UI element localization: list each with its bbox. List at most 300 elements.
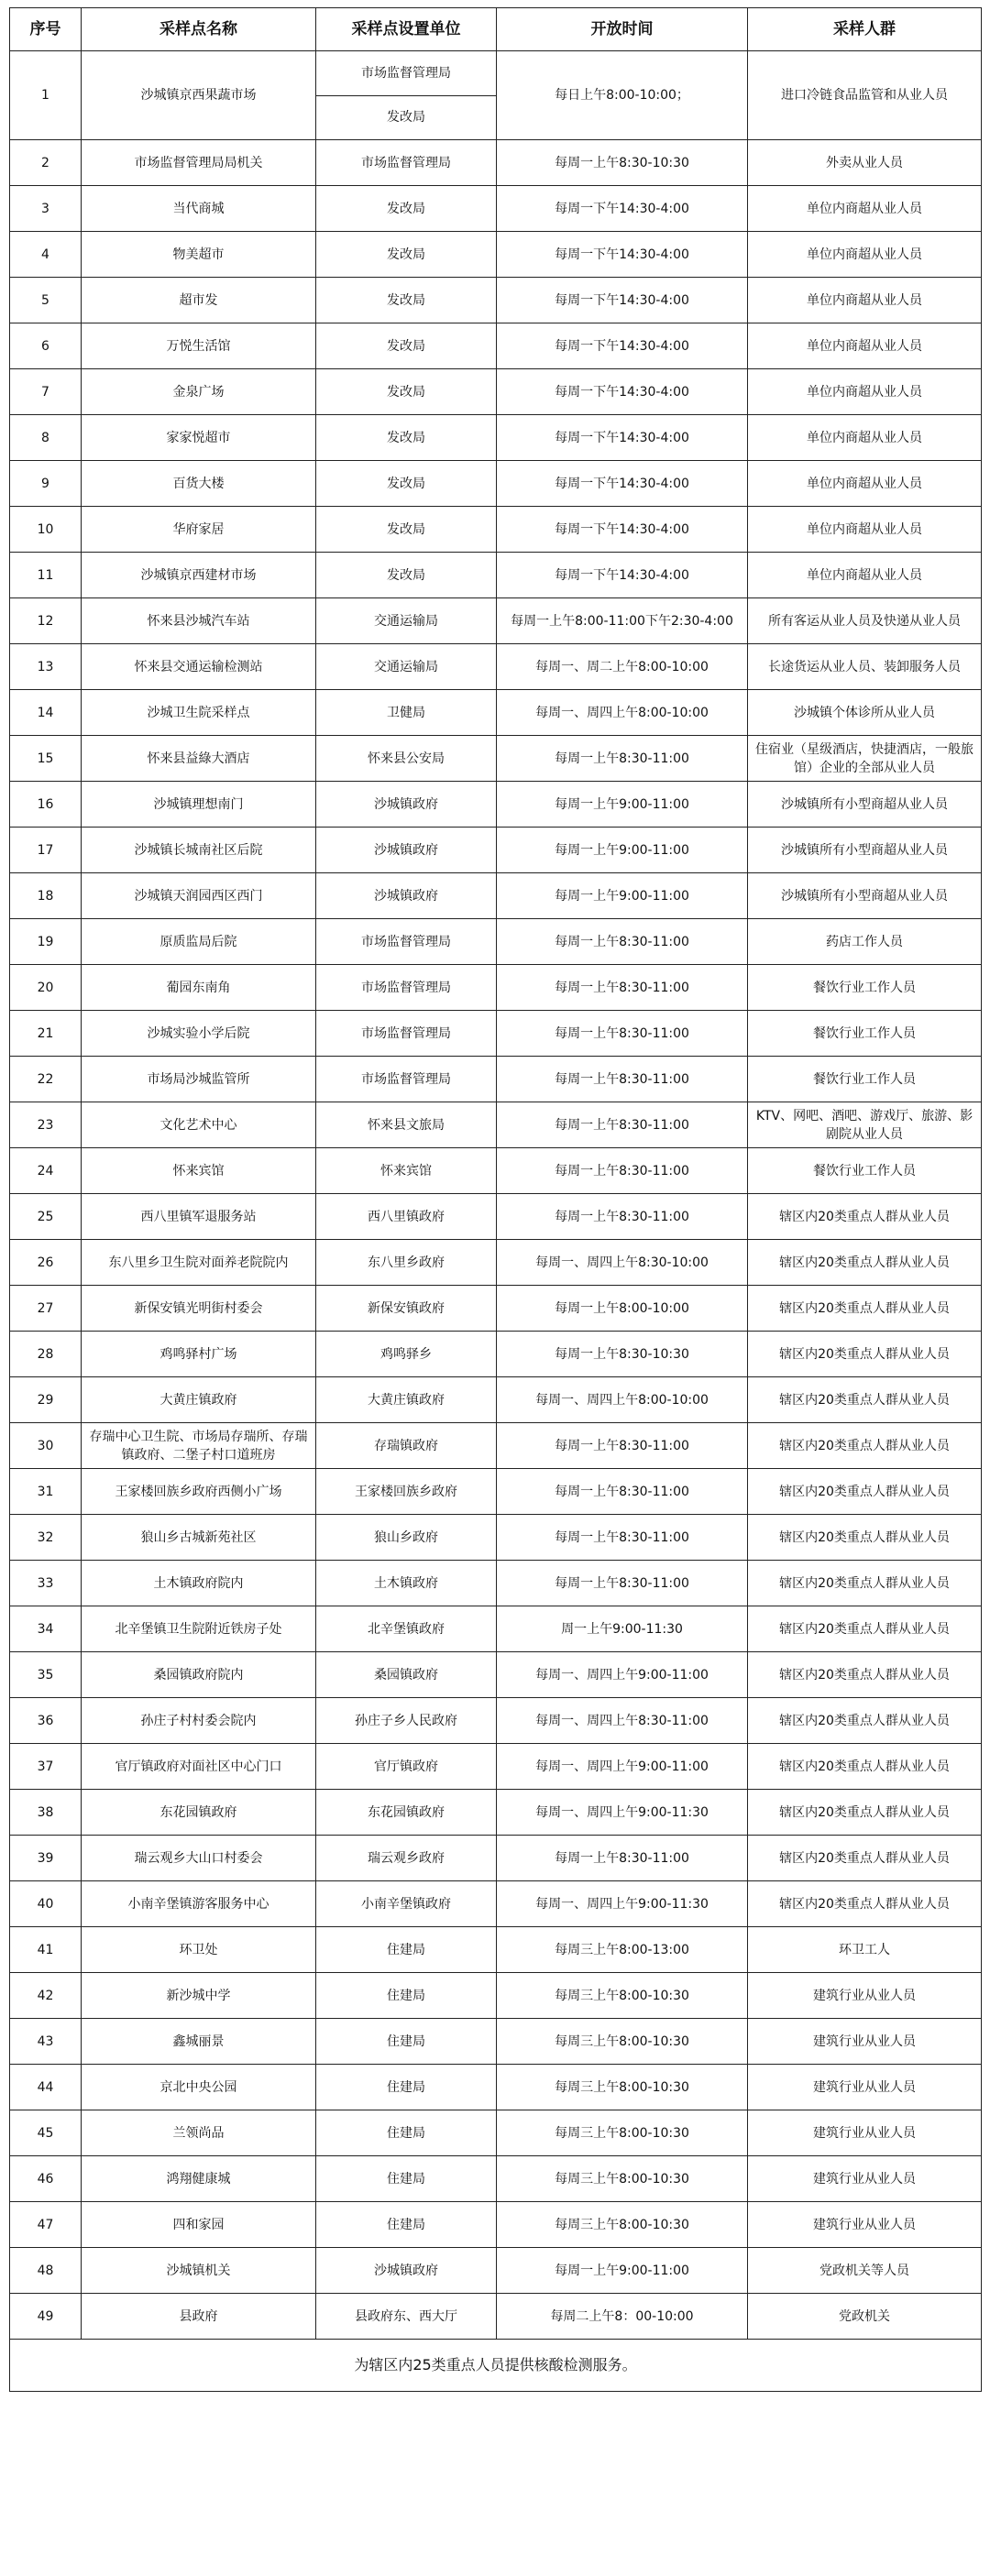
cell-unit: 小南辛堡镇政府: [316, 1881, 497, 1927]
cell-no: 34: [10, 1606, 82, 1652]
cell-group: 沙城镇所有小型商超从业人员: [748, 782, 982, 828]
cell-site-name: 北辛堡镇卫生院附近铁房子处: [82, 1606, 316, 1652]
cell-no: 8: [10, 415, 82, 461]
cell-open-time: 每周一上午8:30-11:00: [497, 1469, 748, 1515]
cell-unit: 住建局: [316, 1973, 497, 2019]
cell-unit: 西八里镇政府: [316, 1194, 497, 1240]
cell-group: 沙城镇所有小型商超从业人员: [748, 828, 982, 873]
cell-no: 12: [10, 598, 82, 644]
cell-open-time: 每周一上午9:00-11:00: [497, 828, 748, 873]
cell-no: 35: [10, 1652, 82, 1698]
cell-open-time: 每周一上午8:30-11:00: [497, 1561, 748, 1606]
cell-group: 沙城镇个体诊所从业人员: [748, 690, 982, 736]
cell-open-time: 每周三上午8:00-10:30: [497, 2019, 748, 2065]
cell-site-name: 环卫处: [82, 1927, 316, 1973]
cell-open-time: 每周三上午8:00-10:30: [497, 2065, 748, 2110]
cell-group: 辖区内20类重点人群从业人员: [748, 1881, 982, 1927]
cell-open-time: 每周三上午8:00-10:30: [497, 2202, 748, 2248]
cell-no: 30: [10, 1423, 82, 1469]
cell-unit: 卫健局: [316, 690, 497, 736]
cell-group: 建筑行业从业人员: [748, 1973, 982, 2019]
cell-site-name: 京北中央公园: [82, 2065, 316, 2110]
cell-group: 辖区内20类重点人群从业人员: [748, 1423, 982, 1469]
cell-unit: 沙城镇政府: [316, 828, 497, 873]
cell-open-time: 每周一、周四上午9:00-11:00: [497, 1652, 748, 1698]
table-row: [10, 2294, 982, 2340]
cell-no: 43: [10, 2019, 82, 2065]
cell-no: 49: [10, 2294, 82, 2340]
cell-site-name: 华府家居: [82, 507, 316, 553]
cell-open-time: 每周二上午8：00-10:00: [497, 2294, 748, 2340]
cell-group: 进口冷链食品监管和从业人员: [748, 51, 982, 140]
cell-site-name: 当代商城: [82, 186, 316, 232]
footer-row: [10, 2340, 982, 2392]
cell-open-time: 每周一下午14:30-4:00: [497, 507, 748, 553]
table-row: [10, 553, 982, 598]
cell-open-time: 每周一上午8:30-11:00: [497, 1423, 748, 1469]
cell-site-name: 怀来宾馆: [82, 1148, 316, 1194]
cell-no: 15: [10, 736, 82, 782]
table-row: [10, 1332, 982, 1377]
cell-open-time: 每周一下午14:30-4:00: [497, 232, 748, 278]
cell-no: 13: [10, 644, 82, 690]
table-row: [10, 461, 982, 507]
cell-unit: 存瑞镇政府: [316, 1423, 497, 1469]
cell-no: 38: [10, 1790, 82, 1836]
cell-unit: 市场监督管理局: [316, 1057, 497, 1102]
table-row: [10, 1286, 982, 1332]
cell-group: 辖区内20类重点人群从业人员: [748, 1286, 982, 1332]
cell-site-name: 小南辛堡镇游客服务中心: [82, 1881, 316, 1927]
cell-open-time: 每周一下午14:30-4:00: [497, 553, 748, 598]
cell-no: 5: [10, 278, 82, 323]
cell-open-time: 每周一上午8:30-11:00: [497, 1057, 748, 1102]
cell-no: 19: [10, 919, 82, 965]
header-row: [10, 8, 982, 51]
cell-group: 单位内商超从业人员: [748, 278, 982, 323]
cell-open-time: 每周三上午8:00-10:30: [497, 1973, 748, 2019]
cell-unit: 王家楼回族乡政府: [316, 1469, 497, 1515]
cell-unit: 发改局: [316, 232, 497, 278]
cell-no: 41: [10, 1927, 82, 1973]
cell-unit: 发改局: [316, 278, 497, 323]
table-row: [10, 965, 982, 1011]
cell-open-time: 每周一上午8:30-11:00: [497, 1102, 748, 1148]
cell-open-time: 每周一上午8:00-11:00下午2:30-4:00: [497, 598, 748, 644]
cell-no: 31: [10, 1469, 82, 1515]
cell-group: 住宿业（星级酒店，快捷酒店，一般旅馆）企业的全部从业人员: [748, 736, 982, 782]
cell-open-time: 每周一、周四上午8:00-10:00: [497, 690, 748, 736]
table-row: [10, 1973, 982, 2019]
cell-group: 辖区内20类重点人群从业人员: [748, 1652, 982, 1698]
table-row: [10, 782, 982, 828]
cell-unit: 瑞云观乡政府: [316, 1836, 497, 1881]
cell-group: 辖区内20类重点人群从业人员: [748, 1469, 982, 1515]
cell-group: 单位内商超从业人员: [748, 369, 982, 415]
cell-unit: 沙城镇政府: [316, 2248, 497, 2294]
cell-site-name: 物美超市: [82, 232, 316, 278]
table-row: [10, 1515, 982, 1561]
cell-site-name: 土木镇政府院内: [82, 1561, 316, 1606]
table-row: [10, 415, 982, 461]
cell-open-time: 每周一上午8:00-10:00: [497, 1286, 748, 1332]
cell-unit: 市场监督管理局: [316, 140, 497, 186]
cell-site-name: 大黄庄镇政府: [82, 1377, 316, 1423]
cell-group: 长途货运从业人员、装卸服务人员: [748, 644, 982, 690]
cell-open-time: 每周一、周四上午9:00-11:30: [497, 1790, 748, 1836]
table-row: [10, 828, 982, 873]
table-row: [10, 1423, 982, 1469]
cell-open-time: 每周一上午8:30-11:00: [497, 1515, 748, 1561]
cell-open-time: 每周一上午8:30-11:00: [497, 1148, 748, 1194]
cell-unit: 东八里乡政府: [316, 1240, 497, 1286]
cell-group: 建筑行业从业人员: [748, 2019, 982, 2065]
cell-site-name: 鸿翔健康城: [82, 2156, 316, 2202]
table-row: [10, 736, 982, 782]
cell-unit: 发改局: [316, 461, 497, 507]
cell-no: 20: [10, 965, 82, 1011]
cell-unit: 住建局: [316, 2065, 497, 2110]
cell-group: 建筑行业从业人员: [748, 2110, 982, 2156]
table-row: [10, 1240, 982, 1286]
cell-unit: 东花园镇政府: [316, 1790, 497, 1836]
cell-unit: 住建局: [316, 2156, 497, 2202]
cell-site-name: 四和家园: [82, 2202, 316, 2248]
table-row: [10, 323, 982, 369]
cell-no: 22: [10, 1057, 82, 1102]
cell-no: 33: [10, 1561, 82, 1606]
cell-no: 18: [10, 873, 82, 919]
table-row: [10, 278, 982, 323]
table-row: [10, 1790, 982, 1836]
cell-site-name: 王家楼回族乡政府西侧小广场: [82, 1469, 316, 1515]
cell-unit: 怀来县公安局: [316, 736, 497, 782]
cell-open-time: 每周一上午8:30-10:30: [497, 1332, 748, 1377]
cell-group: 沙城镇所有小型商超从业人员: [748, 873, 982, 919]
cell-unit: 县政府东、西大厅: [316, 2294, 497, 2340]
cell-no: 45: [10, 2110, 82, 2156]
cell-unit: 发改局: [316, 186, 497, 232]
cell-site-name: 市场监督管理局局机关: [82, 140, 316, 186]
cell-group: 单位内商超从业人员: [748, 186, 982, 232]
cell-unit: 发改局: [316, 553, 497, 598]
cell-site-name: 官厅镇政府对面社区中心门口: [82, 1744, 316, 1790]
cell-open-time: 每周一、周四上午9:00-11:30: [497, 1881, 748, 1927]
cell-unit: 孙庄子乡人民政府: [316, 1698, 497, 1744]
cell-unit: 发改局: [316, 507, 497, 553]
cell-unit: 市场监督管理局: [316, 919, 497, 965]
cell-open-time: 每周一下午14:30-4:00: [497, 415, 748, 461]
cell-unit: 住建局: [316, 2110, 497, 2156]
cell-no: 23: [10, 1102, 82, 1148]
cell-site-name: 县政府: [82, 2294, 316, 2340]
cell-site-name: 沙城镇京西建材市场: [82, 553, 316, 598]
cell-open-time: 每周一、周四上午9:00-11:00: [497, 1744, 748, 1790]
cell-open-time: 每周一上午8:30-11:00: [497, 1836, 748, 1881]
sampling-sites-table: [9, 7, 982, 2392]
cell-no: 32: [10, 1515, 82, 1561]
table-row: [10, 1698, 982, 1744]
cell-group: 建筑行业从业人员: [748, 2065, 982, 2110]
table-row: [10, 140, 982, 186]
header-site-name: 采样点名称: [82, 8, 316, 51]
table-row: [10, 2202, 982, 2248]
cell-unit: 怀来县文旅局: [316, 1102, 497, 1148]
cell-site-name: 东八里乡卫生院对面养老院院内: [82, 1240, 316, 1286]
cell-open-time: 每周一下午14:30-4:00: [497, 278, 748, 323]
cell-no: 7: [10, 369, 82, 415]
cell-group: 单位内商超从业人员: [748, 323, 982, 369]
cell-site-name: 西八里镇军退服务站: [82, 1194, 316, 1240]
table-row: [10, 1652, 982, 1698]
table-row: [10, 598, 982, 644]
cell-unit: 鸡鸣驿乡: [316, 1332, 497, 1377]
cell-site-name: 沙城镇机关: [82, 2248, 316, 2294]
cell-open-time: 每日上午8:00-10:00；: [497, 51, 748, 140]
cell-no: 24: [10, 1148, 82, 1194]
cell-group: 药店工作人员: [748, 919, 982, 965]
table-row: [10, 1377, 982, 1423]
table-row: [10, 2019, 982, 2065]
cell-no: 29: [10, 1377, 82, 1423]
table-row: [10, 232, 982, 278]
cell-open-time: 周一上午9:00-11:30: [497, 1606, 748, 1652]
cell-no: 25: [10, 1194, 82, 1240]
cell-unit: 交通运输局: [316, 598, 497, 644]
table-row: [10, 2110, 982, 2156]
cell-site-name: 瑞云观乡大山口村委会: [82, 1836, 316, 1881]
cell-no: 28: [10, 1332, 82, 1377]
cell-open-time: 每周一上午8:30-11:00: [497, 919, 748, 965]
cell-group: KTV、网吧、酒吧、游戏厅、旅游、影剧院从业人员: [748, 1102, 982, 1148]
cell-unit: 住建局: [316, 2202, 497, 2248]
table-row: [10, 1881, 982, 1927]
cell-group: 单位内商超从业人员: [748, 232, 982, 278]
cell-group: 辖区内20类重点人群从业人员: [748, 1240, 982, 1286]
cell-open-time: 每周一、周四上午8:30-10:00: [497, 1240, 748, 1286]
cell-open-time: 每周三上午8:00-13:00: [497, 1927, 748, 1973]
cell-site-name: 金泉广场: [82, 369, 316, 415]
cell-site-name: 超市发: [82, 278, 316, 323]
cell-group: 单位内商超从业人员: [748, 415, 982, 461]
cell-site-name: 沙城卫生院采样点: [82, 690, 316, 736]
cell-no: 11: [10, 553, 82, 598]
cell-site-name: 沙城镇天润园西区西门: [82, 873, 316, 919]
cell-no: 46: [10, 2156, 82, 2202]
cell-site-name: 存瑞中心卫生院、市场局存瑞所、存瑞镇政府、二堡子村口道班房: [82, 1423, 316, 1469]
table-row: [10, 644, 982, 690]
cell-no: 48: [10, 2248, 82, 2294]
table-row: [10, 1011, 982, 1057]
cell-group: 辖区内20类重点人群从业人员: [748, 1836, 982, 1881]
cell-site-name: 鑫城丽景: [82, 2019, 316, 2065]
cell-group: 党政机关: [748, 2294, 982, 2340]
cell-open-time: 每周一下午14:30-4:00: [497, 461, 748, 507]
cell-open-time: 每周一上午9:00-11:00: [497, 2248, 748, 2294]
table-row: [10, 1927, 982, 1973]
cell-unit: 新保安镇政府: [316, 1286, 497, 1332]
table-row: [10, 919, 982, 965]
cell-group: 餐饮行业工作人员: [748, 965, 982, 1011]
table-row: [10, 1057, 982, 1102]
cell-open-time: 每周三上午8:00-10:30: [497, 2110, 748, 2156]
cell-open-time: 每周一下午14:30-4:00: [497, 323, 748, 369]
cell-no: 17: [10, 828, 82, 873]
cell-group: 辖区内20类重点人群从业人员: [748, 1606, 982, 1652]
cell-group: 餐饮行业工作人员: [748, 1057, 982, 1102]
cell-group: 餐饮行业工作人员: [748, 1148, 982, 1194]
cell-no: 9: [10, 461, 82, 507]
table-row: [10, 2248, 982, 2294]
cell-site-name: 新保安镇光明街村委会: [82, 1286, 316, 1332]
cell-no: 42: [10, 1973, 82, 2019]
cell-unit: 市场监督管理局: [316, 51, 497, 96]
cell-group: 党政机关等人员: [748, 2248, 982, 2294]
cell-open-time: 每周一上午8:30-11:00: [497, 965, 748, 1011]
cell-open-time: 每周一下午14:30-4:00: [497, 186, 748, 232]
cell-group: 辖区内20类重点人群从业人员: [748, 1377, 982, 1423]
cell-open-time: 每周一、周二上午8:00-10:00: [497, 644, 748, 690]
cell-site-name: 狼山乡古城新苑社区: [82, 1515, 316, 1561]
cell-no: 10: [10, 507, 82, 553]
cell-unit: 住建局: [316, 1927, 497, 1973]
cell-unit: 桑园镇政府: [316, 1652, 497, 1698]
header-no: 序号: [10, 8, 82, 51]
cell-unit: 土木镇政府: [316, 1561, 497, 1606]
cell-group: 辖区内20类重点人群从业人员: [748, 1744, 982, 1790]
cell-no: 47: [10, 2202, 82, 2248]
cell-unit: 市场监督管理局: [316, 965, 497, 1011]
cell-open-time: 每周一、周四上午8:00-10:00: [497, 1377, 748, 1423]
cell-group: 单位内商超从业人员: [748, 553, 982, 598]
cell-open-time: 每周一下午14:30-4:00: [497, 369, 748, 415]
cell-unit: 发改局: [316, 323, 497, 369]
cell-unit: 住建局: [316, 2019, 497, 2065]
cell-unit: 狼山乡政府: [316, 1515, 497, 1561]
table-row: [10, 873, 982, 919]
cell-open-time: 每周三上午8:00-10:30: [497, 2156, 748, 2202]
header-unit: 采样点设置单位: [316, 8, 497, 51]
table-row: [10, 1836, 982, 1881]
cell-no: 4: [10, 232, 82, 278]
cell-site-name: 沙城实验小学后院: [82, 1011, 316, 1057]
header-open-time: 开放时间: [497, 8, 748, 51]
cell-no: 3: [10, 186, 82, 232]
cell-no: 37: [10, 1744, 82, 1790]
cell-group: 环卫工人: [748, 1927, 982, 1973]
cell-site-name: 万悦生活馆: [82, 323, 316, 369]
cell-group: 单位内商超从业人员: [748, 507, 982, 553]
cell-no: 6: [10, 323, 82, 369]
cell-site-name: 沙城镇京西果蔬市场: [82, 51, 316, 140]
cell-unit: 官厅镇政府: [316, 1744, 497, 1790]
table-row: [10, 1744, 982, 1790]
cell-no: 16: [10, 782, 82, 828]
cell-unit: 北辛堡镇政府: [316, 1606, 497, 1652]
cell-site-name: 家家悦超市: [82, 415, 316, 461]
cell-no: 40: [10, 1881, 82, 1927]
cell-site-name: 百货大楼: [82, 461, 316, 507]
cell-unit: 发改局: [316, 95, 497, 140]
cell-group: 建筑行业从业人员: [748, 2156, 982, 2202]
header-group: 采样人群: [748, 8, 982, 51]
cell-open-time: 每周一、周四上午8:30-11:00: [497, 1698, 748, 1744]
cell-site-name: 文化艺术中心: [82, 1102, 316, 1148]
cell-group: 建筑行业从业人员: [748, 2202, 982, 2248]
table-row: [10, 51, 982, 96]
cell-no: 39: [10, 1836, 82, 1881]
cell-open-time: 每周一上午8:30-11:00: [497, 1011, 748, 1057]
cell-unit: 市场监督管理局: [316, 1011, 497, 1057]
table-row: [10, 690, 982, 736]
cell-unit: 交通运输局: [316, 644, 497, 690]
cell-no: 27: [10, 1286, 82, 1332]
cell-open-time: 每周一上午8:30-11:00: [497, 1194, 748, 1240]
cell-group: 所有客运从业人员及快递从业人员: [748, 598, 982, 644]
cell-site-name: 兰领尚品: [82, 2110, 316, 2156]
cell-group: 辖区内20类重点人群从业人员: [748, 1332, 982, 1377]
table-row: [10, 507, 982, 553]
cell-no: 36: [10, 1698, 82, 1744]
cell-unit: 发改局: [316, 369, 497, 415]
cell-no: 21: [10, 1011, 82, 1057]
cell-site-name: 新沙城中学: [82, 1973, 316, 2019]
cell-site-name: 原质监局后院: [82, 919, 316, 965]
cell-group: 辖区内20类重点人群从业人员: [748, 1790, 982, 1836]
cell-unit: 沙城镇政府: [316, 782, 497, 828]
cell-group: 单位内商超从业人员: [748, 461, 982, 507]
cell-group: 辖区内20类重点人群从业人员: [748, 1561, 982, 1606]
table-row: [10, 369, 982, 415]
cell-unit: 大黄庄镇政府: [316, 1377, 497, 1423]
cell-site-name: 市场局沙城监管所: [82, 1057, 316, 1102]
cell-site-name: 鸡鸣驿村广场: [82, 1332, 316, 1377]
cell-group: 辖区内20类重点人群从业人员: [748, 1515, 982, 1561]
table-row: [10, 1102, 982, 1148]
cell-group: 辖区内20类重点人群从业人员: [748, 1698, 982, 1744]
cell-site-name: 葡园东南角: [82, 965, 316, 1011]
cell-site-name: 东花园镇政府: [82, 1790, 316, 1836]
footer-note: 为辖区内25类重点人员提供核酸检测服务。: [10, 2340, 982, 2392]
cell-group: 辖区内20类重点人群从业人员: [748, 1194, 982, 1240]
cell-site-name: 沙城镇长城南社区后院: [82, 828, 316, 873]
table-row: [10, 2156, 982, 2202]
cell-unit: 发改局: [316, 415, 497, 461]
cell-site-name: 桑园镇政府院内: [82, 1652, 316, 1698]
cell-open-time: 每周一上午9:00-11:00: [497, 873, 748, 919]
cell-site-name: 孙庄子村村委会院内: [82, 1698, 316, 1744]
cell-no: 14: [10, 690, 82, 736]
cell-unit: 怀来宾馆: [316, 1148, 497, 1194]
table-row: [10, 1194, 982, 1240]
table-row: [10, 1148, 982, 1194]
cell-unit: 沙城镇政府: [316, 873, 497, 919]
cell-no: 2: [10, 140, 82, 186]
table-row: [10, 1606, 982, 1652]
sampling-sites-table-wrapper: [9, 7, 981, 2392]
cell-site-name: 沙城镇理想南门: [82, 782, 316, 828]
table-row: [10, 1561, 982, 1606]
cell-group: 餐饮行业工作人员: [748, 1011, 982, 1057]
cell-no: 26: [10, 1240, 82, 1286]
table-row: [10, 186, 982, 232]
table-row: [10, 1469, 982, 1515]
table-row: [10, 2065, 982, 2110]
cell-open-time: 每周一上午8:30-10:30: [497, 140, 748, 186]
cell-site-name: 怀来县沙城汽车站: [82, 598, 316, 644]
cell-open-time: 每周一上午8:30-11:00: [497, 736, 748, 782]
cell-site-name: 怀来县益綠大酒店: [82, 736, 316, 782]
